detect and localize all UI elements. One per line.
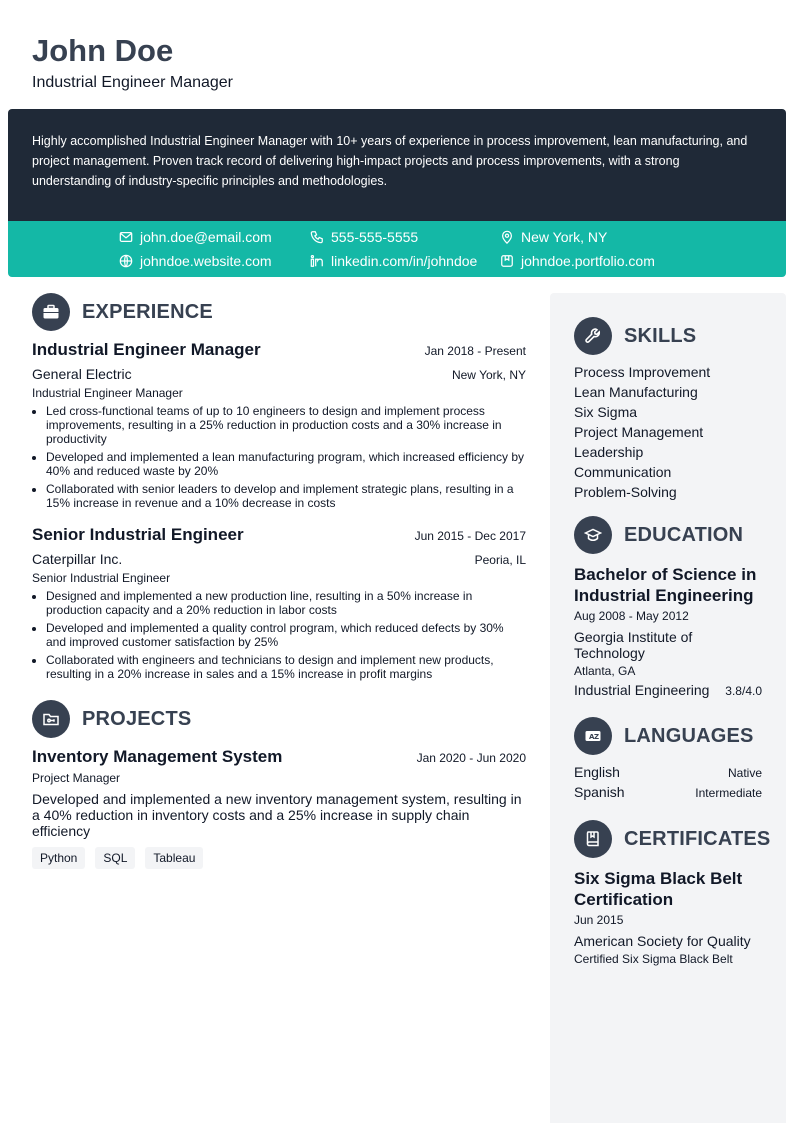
tag: Tableau	[145, 847, 203, 869]
school-location: Atlanta, GA	[574, 664, 636, 678]
mail-icon	[119, 230, 133, 244]
bullet-item: • Developed and implemented a quality control program, which reduced defects by 30% and improved customer satisfaction by 25%	[46, 621, 526, 649]
project-dates: Jan 2020 - Jun 2020	[416, 751, 526, 765]
bullet-item: • Led cross-functional teams of up to 10 engineers to design and implement process improvements, resulting in a 25% reduction in production costs and a 30% increase in productivity	[46, 404, 526, 446]
project-title: Inventory Management System	[32, 747, 283, 766]
contact-linkedin[interactable]	[310, 251, 477, 271]
resume-header	[32, 32, 233, 92]
education-dates: Aug 2008 - May 2012	[574, 609, 689, 623]
summary-text: Highly accomplished Industrial Engineer Manager with 10+ years of experience in process improvement, lean manufacturing, and project management. Proven track record of delivering high-impact projects and process improvements, with a strong understanding of industry-specific principles and methodologies.	[32, 134, 748, 188]
skill-item: Project Management	[574, 424, 704, 440]
job-location: Peoria, IL	[474, 553, 526, 567]
skill-item: Leadership	[574, 444, 644, 460]
folder-icon	[32, 700, 70, 738]
briefcase-icon	[32, 293, 70, 331]
job-title: Senior Industrial Engineer	[32, 525, 244, 544]
job-bullets	[32, 589, 526, 681]
education-title: EDUCATION	[624, 523, 744, 546]
degree: Bachelor of Science in Industrial Engineering	[574, 565, 757, 605]
job-title: Industrial Engineer Manager	[32, 340, 261, 359]
language-name: English	[574, 764, 620, 780]
language-row	[574, 762, 762, 782]
language-row	[574, 782, 762, 802]
job-role: Industrial Engineer Manager	[32, 386, 183, 400]
projects-title: PROJECTS	[82, 707, 192, 730]
candidate-name: John Doe	[32, 33, 174, 68]
bullet-item: • Collaborated with senior leaders to develop and implement strategic plans, resulting in a 15% increase in revenue and a 10% decrease in costs	[46, 482, 526, 510]
portfolio-icon	[500, 254, 514, 268]
skill-item: Lean Manufacturing	[574, 384, 698, 400]
email-text: john.doe@email.com	[140, 229, 272, 245]
contact-email[interactable]	[119, 227, 272, 247]
wrench-icon	[574, 317, 612, 355]
skills-list	[574, 362, 762, 502]
experience-entry	[32, 525, 526, 685]
certificate-icon	[574, 820, 612, 858]
certificate-date: Jun 2015	[574, 913, 624, 927]
skill-item: Process Improvement	[574, 364, 711, 380]
certificate-description: Certified Six Sigma Black Belt	[574, 952, 733, 966]
field-of-study: Industrial Engineering	[574, 682, 710, 698]
certificate-issuer: American Society for Quality	[574, 933, 751, 949]
language-level: Intermediate	[695, 786, 762, 800]
contact-website[interactable]	[119, 251, 272, 271]
contact-bar	[8, 221, 786, 277]
languages-heading	[574, 717, 754, 755]
certificates-title: CERTIFICATES	[624, 827, 771, 850]
certificate-entry	[574, 868, 762, 966]
job-location: New York, NY	[451, 368, 526, 382]
language-name: Spanish	[574, 784, 625, 800]
project-description: Developed and implemented a new inventory management system, resulting in a 40% reduction in inventory costs and a 25% increase in supply chain efficiency	[32, 791, 522, 839]
map-pin-icon	[500, 230, 514, 244]
certificate-title: Six Sigma Black Belt Certification	[574, 869, 743, 909]
project-role: Project Manager	[32, 771, 121, 785]
translate-icon	[574, 717, 612, 755]
linkedin-icon	[310, 254, 324, 268]
project-tags	[32, 847, 526, 869]
job-company: Caterpillar Inc.	[32, 551, 123, 567]
job-dates: Jan 2018 - Present	[424, 344, 526, 358]
phone-text: 555-555-5555	[331, 229, 419, 245]
graduation-cap-icon	[574, 516, 612, 554]
languages-title: LANGUAGES	[624, 724, 754, 747]
contact-location	[500, 227, 607, 247]
tag: Python	[32, 847, 85, 869]
linkedin-text: linkedin.com/in/johndoe	[331, 253, 478, 269]
contact-portfolio[interactable]	[500, 251, 655, 271]
skill-item: Problem-Solving	[574, 484, 677, 500]
bullet-item: • Developed and implemented a lean manufacturing program, which increased efficiency by 40% and reduced waste by 20%	[46, 450, 526, 478]
tag: SQL	[95, 847, 135, 869]
portfolio-text: johndoe.portfolio.com	[521, 253, 655, 269]
job-company: General Electric	[32, 366, 132, 382]
experience-entry	[32, 340, 526, 514]
location-text: New York, NY	[521, 229, 608, 245]
skills-heading	[574, 317, 696, 355]
skills-title: SKILLS	[624, 324, 697, 347]
project-entry	[32, 747, 526, 869]
contact-phone[interactable]	[310, 227, 418, 247]
projects-heading	[32, 700, 191, 738]
svg-text:Z: Z	[594, 733, 600, 741]
svg-text:A: A	[589, 733, 595, 741]
education-heading	[574, 516, 743, 554]
job-bullets	[32, 404, 526, 510]
languages-list	[574, 762, 762, 802]
school-name: Georgia Institute of Technology	[574, 629, 693, 661]
summary-panel	[8, 109, 786, 221]
bullet-item: • Collaborated with engineers and technicians to design and implement new products, resulting in a 20% increase in sales and a 15% increase in profit margins	[46, 653, 526, 681]
language-level: Native	[727, 766, 762, 780]
globe-icon	[119, 254, 133, 268]
experience-title: EXPERIENCE	[82, 300, 213, 323]
gpa: 3.8/4.0	[725, 684, 762, 698]
education-entry	[574, 564, 762, 698]
website-text: johndoe.website.com	[140, 253, 272, 269]
bullet-item: • Designed and implemented a new production line, resulting in a 50% increase in production capacity and a 20% reduction in labor costs	[46, 589, 526, 617]
skill-item: Six Sigma	[574, 404, 638, 420]
job-role: Senior Industrial Engineer	[32, 571, 171, 585]
experience-heading	[32, 293, 213, 331]
candidate-title: Industrial Engineer Manager	[32, 74, 234, 91]
phone-icon	[310, 230, 324, 244]
certificates-heading	[574, 820, 770, 858]
job-dates: Jun 2015 - Dec 2017	[414, 529, 526, 543]
skill-item: Communication	[574, 464, 672, 480]
